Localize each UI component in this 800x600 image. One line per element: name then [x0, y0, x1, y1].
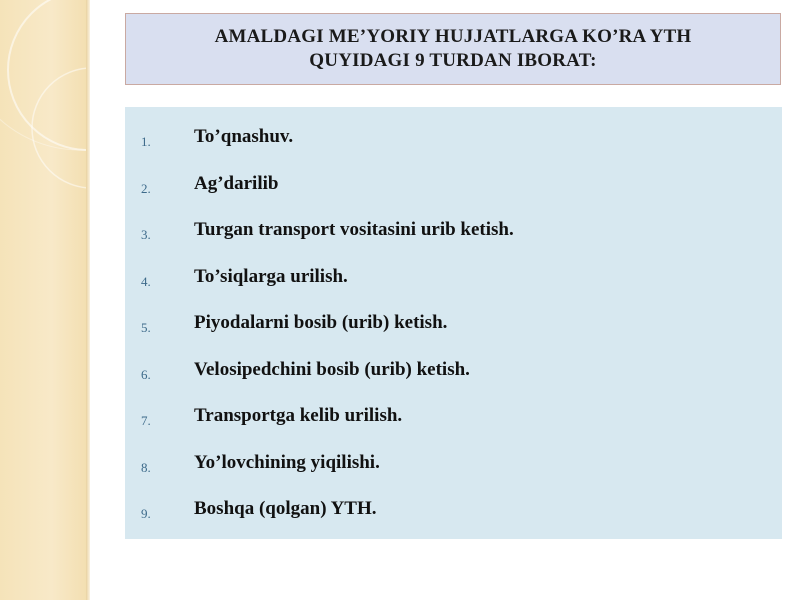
list-item-text: Boshqa (qolgan) YTH. [194, 498, 377, 519]
list-item [125, 263, 782, 310]
numbered-list [125, 107, 782, 539]
list-item-text: To’qnashuv. [194, 126, 294, 147]
decorative-circles [0, 0, 86, 600]
list-item-text: Transportga kelib urilish. [194, 405, 403, 426]
list-item-text: Piyodalarni bosib (urib) ketish. [194, 312, 448, 333]
list-item [125, 449, 782, 496]
list-item-number: 1. [141, 134, 151, 149]
list-item [125, 123, 782, 170]
list-item [125, 495, 782, 542]
list-item [125, 309, 782, 356]
list-item-text: Turgan transport vositasini urib ketish. [194, 219, 514, 240]
slide-title [125, 13, 781, 85]
list-item-text: Yo’lovchining yiqilishi. [194, 451, 380, 473]
list-item-number: 9. [141, 506, 151, 521]
list-item-number: 7. [141, 413, 151, 428]
list-item-number: 6. [141, 366, 151, 382]
title-line-1: AMALDAGI ME’YORIY HUJJATLARGA KO’RA YTH [214, 26, 692, 47]
decorative-side-panel [0, 0, 86, 600]
list-item [125, 402, 782, 449]
list-item [125, 216, 782, 263]
list-item-number: 2. [141, 180, 151, 196]
list-item-text: Velosipedchini bosib (urib) ketish. [194, 358, 470, 380]
list-item [125, 356, 782, 403]
title-line-2: QUYIDAGI 9 TURDAN IBORAT: [309, 50, 597, 71]
list-item-text: To’siqlarga urilish. [194, 265, 348, 287]
list-item-number: 5. [141, 320, 151, 335]
list-item-text: Ag’darilib [194, 172, 279, 194]
list-item-number: 4. [141, 273, 151, 289]
list-item-number: 8. [141, 459, 151, 475]
list-item-number: 3. [141, 227, 151, 242]
list-item [125, 170, 782, 217]
side-panel-edge [86, 0, 90, 600]
